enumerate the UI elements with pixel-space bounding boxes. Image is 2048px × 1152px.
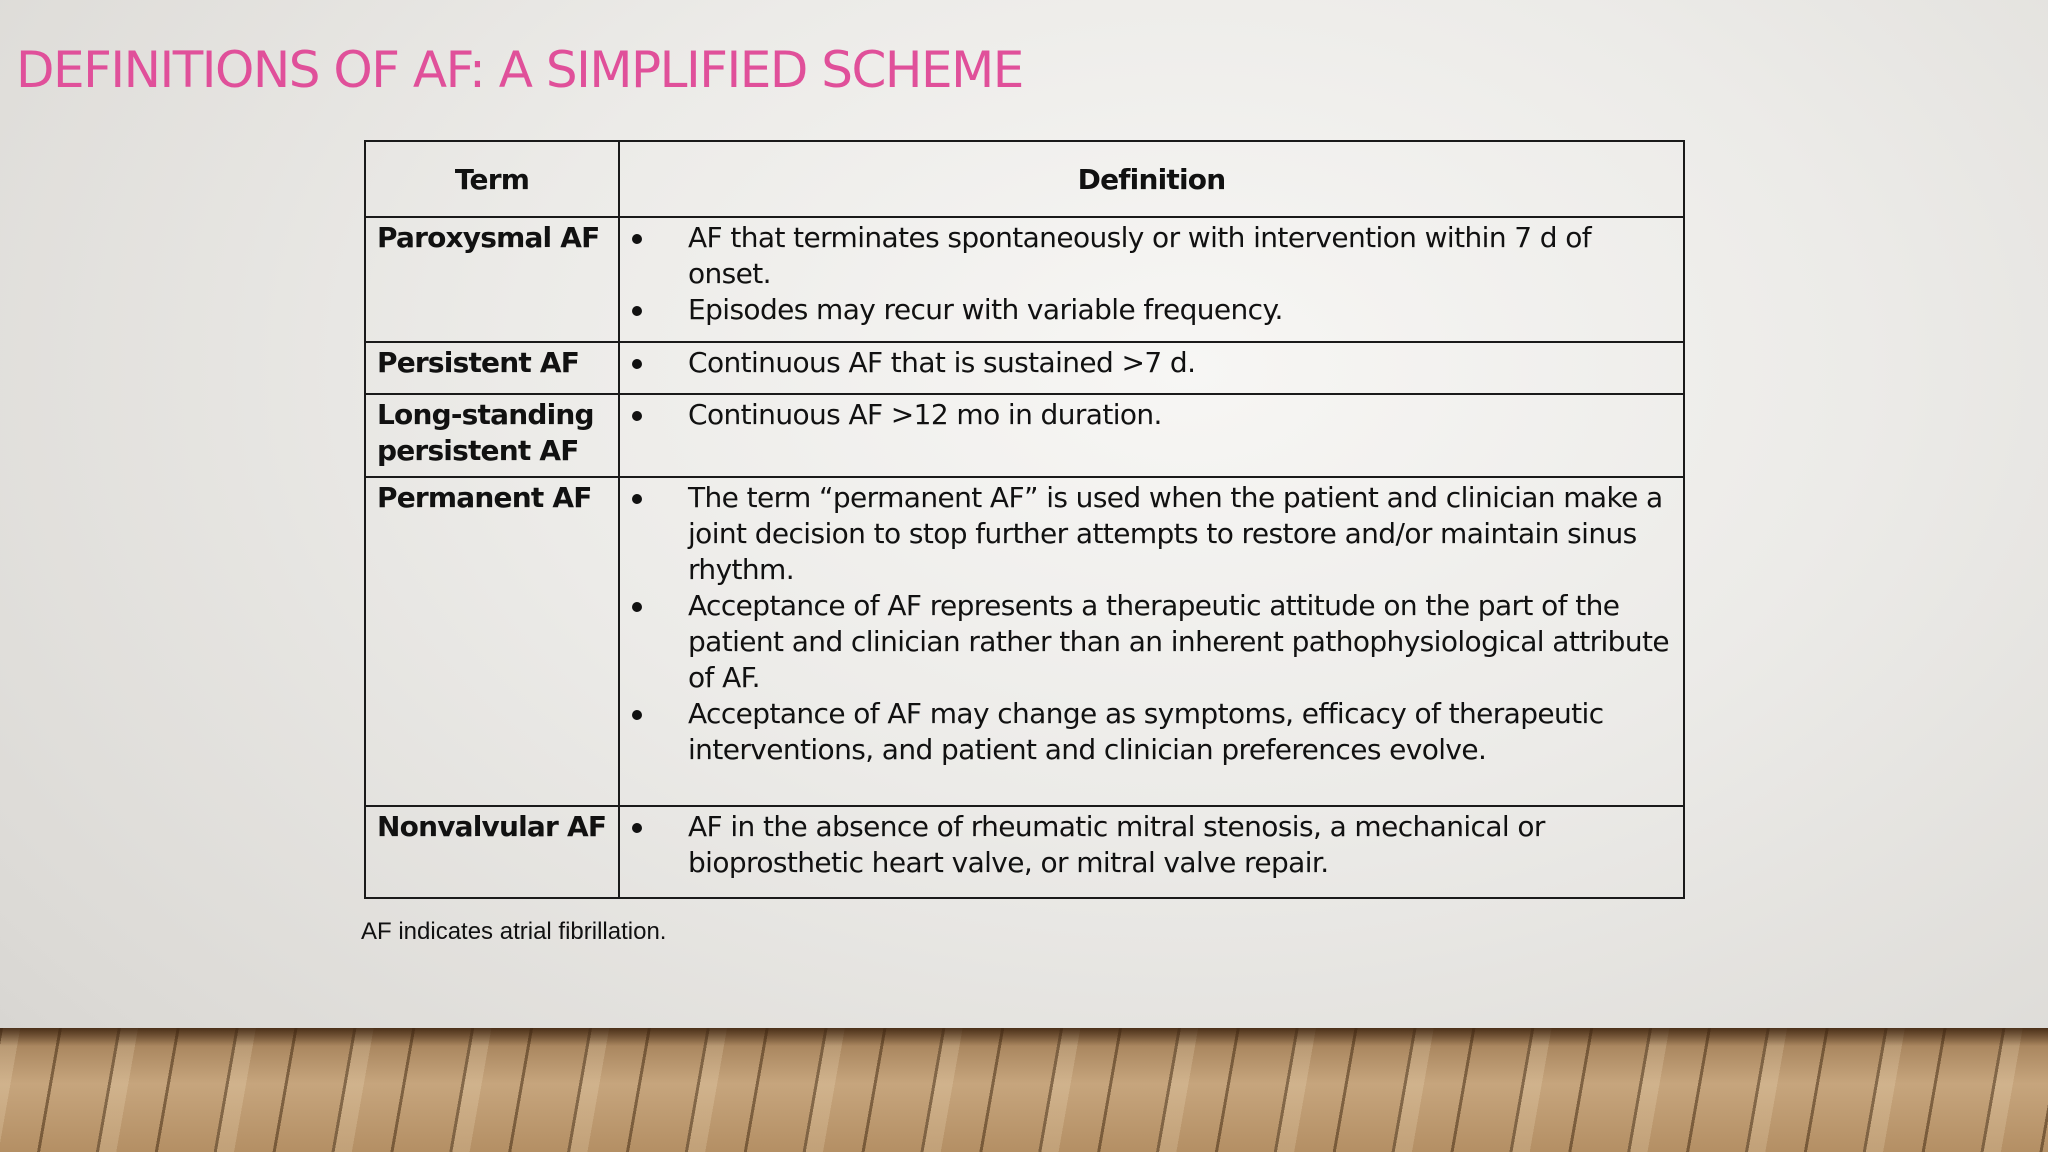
definition-bullet: AF in the absence of rheumatic mitral stenosis, a mechanical or bioprosthetic heart valve, or mitral valve repair. [620,809,1675,881]
term-paroxysmal-af: Paroxysmal AF [365,217,619,342]
definition-bullet: Acceptance of AF represents a therapeutic attitude on the part of the patient and clinician rather than an inherent pathophysiological attribute of AF. [620,588,1675,696]
definition-bullet: Episodes may recur with variable frequency. [620,292,1675,328]
term-persistent-af: Persistent AF [365,342,619,394]
definition-cell [619,217,1684,342]
term-nonvalvular-af: Nonvalvular AF [365,806,619,898]
definition-bullet: Acceptance of AF may change as symptoms, efficacy of therapeutic interventions, and patient and clinician preferences evolve. [620,696,1675,768]
definition-cell [619,342,1684,394]
definition-bullet: The term “permanent AF” is used when the patient and clinician make a joint decision to stop further attempts to restore and/or maintain sinus rhythm. [620,480,1675,588]
definition-cell [619,394,1684,477]
definition-list [620,345,1675,381]
table-footnote: AF indicates atrial fibrillation. [361,918,667,945]
definition-list [620,480,1675,768]
table-header-row [365,141,1684,217]
definitions-table [364,140,1685,899]
definition-list [620,809,1675,881]
table-row [365,477,1684,806]
definition-cell [619,477,1684,806]
wooden-floor-decoration [0,1028,2048,1152]
definition-bullet: Continuous AF that is sustained >7 d. [620,345,1675,381]
header-term: Term [365,141,619,217]
definition-bullet: Continuous AF >12 mo in duration. [620,397,1675,433]
table-row [365,217,1684,342]
definition-bullet: AF that terminates spontaneously or with intervention within 7 d of onset. [620,220,1675,292]
header-definition: Definition [619,141,1684,217]
term-long-standing-persistent-af: Long-standing persistent AF [365,394,619,477]
table-row [365,806,1684,898]
slide-title: DEFINITIONS OF AF: A SIMPLIFIED SCHEME [16,41,1023,99]
table-row [365,342,1684,394]
definition-cell [619,806,1684,898]
definition-list [620,220,1675,328]
table-row [365,394,1684,477]
definition-list [620,397,1675,433]
term-permanent-af: Permanent AF [365,477,619,806]
